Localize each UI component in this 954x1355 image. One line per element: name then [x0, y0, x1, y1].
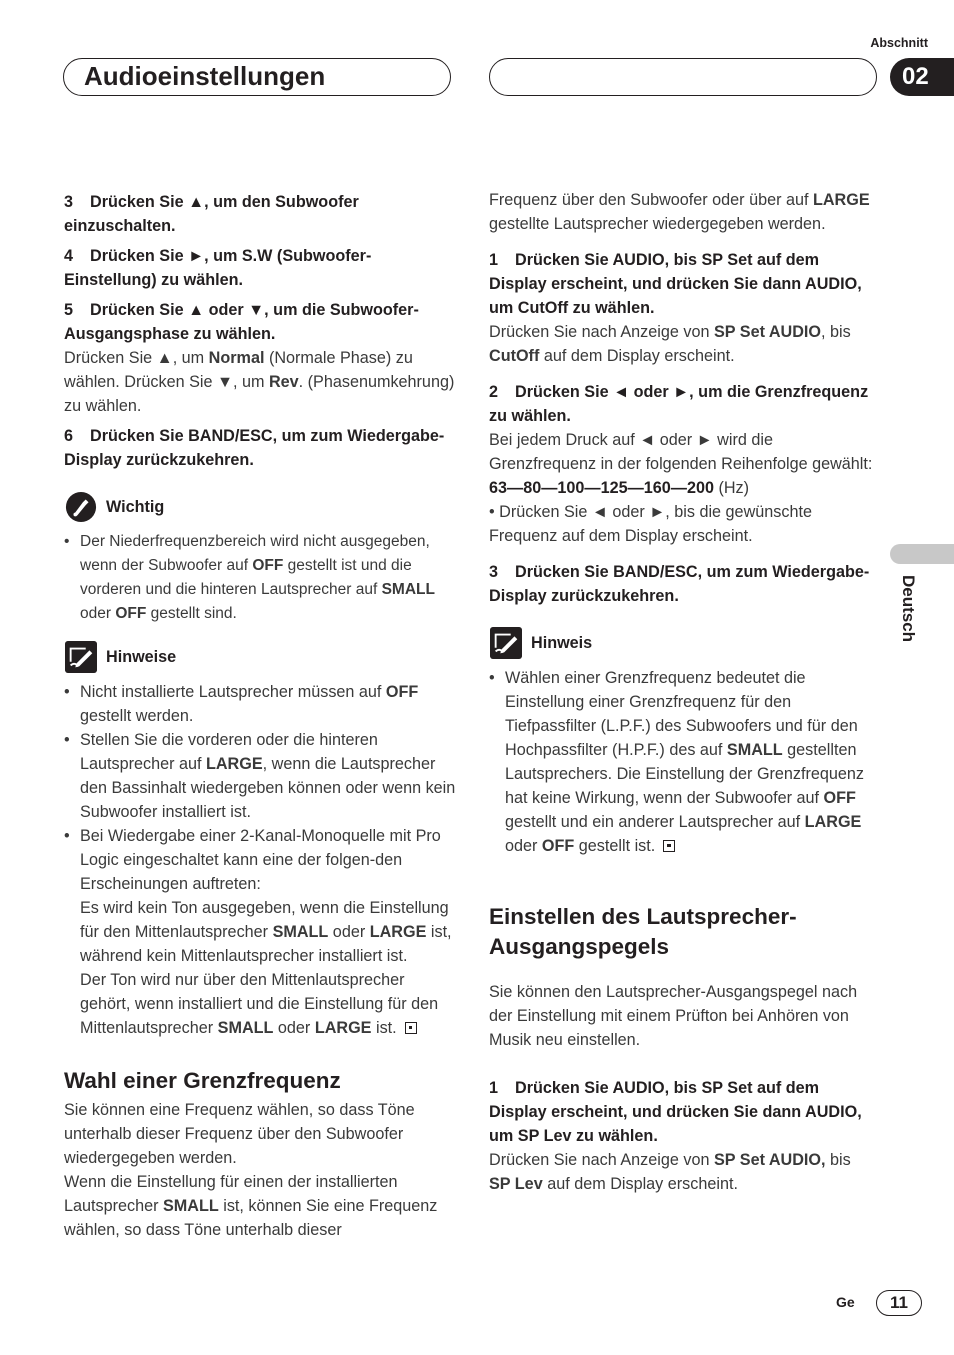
step-5-body: Drücken Sie ▲, um Normal (Normale Phase) zu wählen. Drücken Sie ▼, um Rev. (Phasenumkehrung) zu wählen.	[64, 349, 455, 415]
wichtig-list	[64, 530, 456, 626]
hinweise-heading: Hinweise	[64, 640, 456, 674]
step-2-body: Bei jedem Druck auf ◄ oder ► wird die Grenzfrequenz in der folgenden Reihenfolge gewählt:	[489, 431, 873, 473]
left-column	[64, 190, 456, 1242]
step-1-body: Drücken Sie nach Anzeige von SP Set AUDIO, bis CutOff auf dem Display erscheint.	[489, 323, 851, 365]
frequency-sequence: 63—80—100—125—160—200 (Hz)	[489, 479, 750, 497]
step-3-switch-on: 3 Drücken Sie ▲, um den Subwoofer einzuschalten.	[64, 193, 359, 235]
wichtig-heading: Wichtig	[64, 490, 456, 524]
pegel-paragraph: Sie können den Lautsprecher-Ausgangspegel nach der Einstellung mit einem Prüfton bei Anhören von Musik neu einstellen.	[489, 983, 858, 1049]
section-number-badge: 02	[890, 58, 954, 96]
step-1-sp-lev-body: Drücken Sie nach Anzeige von SP Set AUDIO, bis SP Lev auf dem Display erscheint.	[489, 1151, 851, 1193]
hinweis-heading: Hinweis	[489, 626, 875, 660]
page-number: 11	[876, 1290, 922, 1316]
continued-paragraph: Frequenz über den Subwoofer oder über auf LARGE gestellte Lautsprecher wiedergegeben werden.	[489, 191, 870, 233]
language-label: Deutsch	[899, 575, 918, 643]
note-icon	[64, 641, 98, 673]
end-mark-icon	[663, 840, 675, 852]
heading-ausgangspegel: Einstellen des Lautsprecher-Ausgangspegels	[489, 904, 797, 959]
note-icon	[489, 627, 523, 659]
language-tab	[898, 575, 928, 675]
step-3-return: 3 Drücken Sie BAND/ESC, um zum Wiedergabe-Display zurückzukehren.	[489, 563, 870, 605]
page-title: Audioeinstellungen	[84, 61, 326, 91]
section-label: Abschnitt	[870, 36, 928, 50]
step-2-frequency: 2 Drücken Sie ◄ oder ►, um die Grenzfrequenz zu wählen.	[489, 383, 869, 425]
step-5-phase: 5 Drücken Sie ▲ oder ▼, um die Subwoofer-Ausgangsphase zu wählen.	[64, 301, 419, 343]
step-2-bullet: • Drücken Sie ◄ oder ►, bis die gewünschte Frequenz auf dem Display erscheint.	[489, 503, 812, 545]
step-1-sp-lev: 1 Drücken Sie AUDIO, bis SP Set auf dem Display erscheint, und drücken Sie dann AUDIO, um SP Lev zu wählen.	[489, 1079, 862, 1145]
language-tab-marker	[890, 544, 954, 564]
list-item: • Nicht installierte Lautsprecher müssen auf OFF gestellt werden.	[64, 680, 456, 728]
hinweise-list	[64, 680, 456, 1040]
step-1-cutoff: 1 Drücken Sie AUDIO, bis SP Set auf dem Display erscheint, und drücken Sie dann AUDIO, um CutOff zu wählen.	[489, 251, 862, 317]
list-item: • Der Niederfrequenzbereich wird nicht ausgegeben, wenn der Subwoofer auf OFF gestellt ist und die vorderen und die hinteren Lautsprecher auf SMALL oder OFF gestellt sind.	[64, 530, 456, 626]
language-code: Ge	[836, 1294, 855, 1310]
list-item: • Stellen Sie die vorderen oder die hinteren Lautsprecher auf LARGE, wenn die Lautsprecher den Bassinhalt wiedergeben können oder wenn kein Subwoofer installiert ist.	[64, 728, 456, 824]
heading-grenzfrequenz: Wahl einer Grenzfrequenz	[64, 1068, 341, 1093]
right-column	[489, 188, 875, 1196]
important-icon	[64, 491, 98, 523]
empty-header-frame	[489, 58, 877, 96]
list-item: • Wählen einer Grenzfrequenz bedeutet die Einstellung einer Grenzfrequenz für den Tiefpassfilter (L.P.F.) des Subwoofers und für den Hochpassfilter (H.P.F.) des auf SMALL gestellten Lautsprechers. Die Einstellung der Grenzfrequenz hat keine Wirkung, wenn der Subwoofer auf OFF gestellt und ein anderer Lautsprecher auf LARGE oder OFF gestellt ist.	[489, 666, 875, 858]
grenz-paragraph-2: Wenn die Einstellung für einen der installierten Lautsprecher SMALL ist, können Sie eine Frequenz wählen, so dass Töne unterhalb dieser	[64, 1173, 438, 1239]
list-item: • Bei Wiedergabe einer 2-Kanal-Monoquelle mit Pro Logic eingeschaltet kann eine der folgen-den Erscheinungen auftreten: Es wird kein Ton ausgegeben, wenn die Einstellung für den Mittenlautsprecher SMALL oder LARGE ist, während kein Mittenlautsprecher installiert ist. Der Ton wird nur über den Mittenlautsprecher gehört, wenn installiert und die Einstellung für den Mittenlautsprecher SMALL oder LARGE ist.	[64, 824, 456, 1040]
step-6-return: 6 Drücken Sie BAND/ESC, um zum Wiedergabe-Display zurückzukehren.	[64, 427, 445, 469]
step-4-select-sw: 4 Drücken Sie ►, um S.W (Subwoofer-Einstellung) zu wählen.	[64, 247, 372, 289]
hinweis-list	[489, 666, 875, 858]
end-mark-icon	[405, 1022, 417, 1034]
grenz-paragraph-1: Sie können eine Frequenz wählen, so dass Töne unterhalb dieser Frequenz über den Subwoofer wiedergegeben werden.	[64, 1101, 415, 1167]
